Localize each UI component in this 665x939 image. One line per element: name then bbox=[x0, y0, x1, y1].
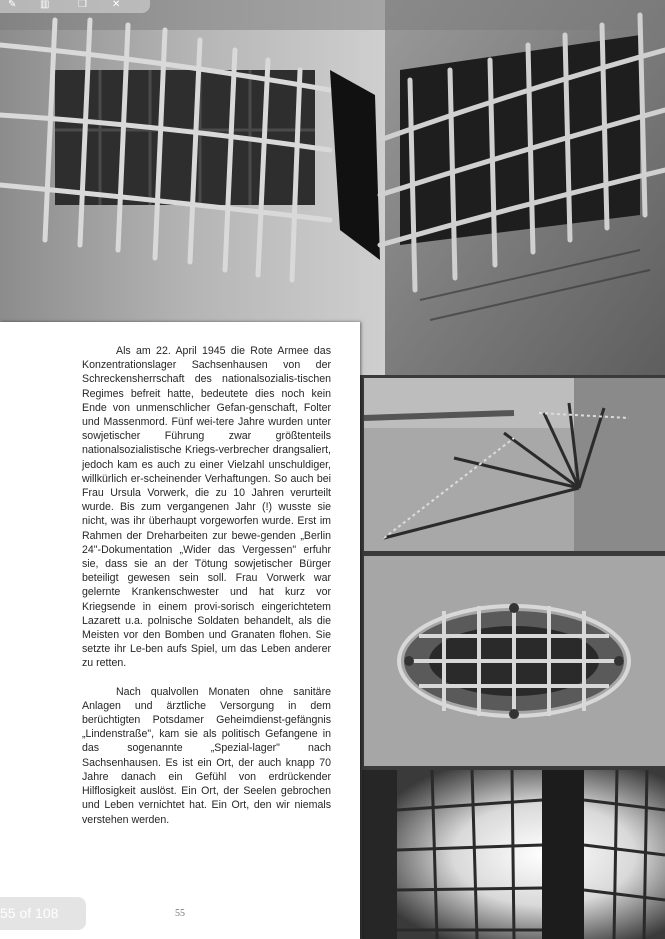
page-counter[interactable]: 55 of 108 bbox=[0, 897, 86, 930]
photo-window-light bbox=[362, 770, 665, 939]
text-page bbox=[0, 322, 360, 939]
close-icon[interactable]: ✕ bbox=[112, 0, 121, 10]
photo-barbed-spikes bbox=[364, 378, 665, 551]
book-icon[interactable]: ▥ bbox=[40, 0, 50, 10]
viewer-toolbar bbox=[0, 0, 150, 13]
copy-icon[interactable]: ❐ bbox=[78, 0, 87, 10]
photo-barred-windows bbox=[0, 0, 665, 375]
article-paragraph: Nach qualvollen Monaten ohne sanitäre Anlagen und ärztliche Versorgung in dem berüchtigten Potsdamer Geheimdienst-gefängnis „Lindenstraße", kam sie als politisch Gefangene in das sogenannte „Spezial-lager" nach Sachsenhausen. Es ist ein Ort, der auch knapp 70 Jahre danach ein Gefühl von erdrückender Hilflosigkeit auslöst. Ein Ort, der Seelen gebrochen und Leben vernichtet hat. Ein Ort, den wir niemals verstehen werden. bbox=[82, 685, 331, 826]
article-body bbox=[82, 344, 331, 841]
pencil-icon[interactable]: ✎ bbox=[8, 0, 17, 10]
page-number: 55 bbox=[175, 908, 185, 919]
photo-caged-lamp bbox=[364, 556, 665, 766]
article-paragraph: Als am 22. April 1945 die Rote Armee das Konzentrationslager Sachsenhausen von der Schreckensherrschaft des nationalsozialis-tischen Regimes befreit hatte, bedeutete dies noch kein Ende von unmenschlicher Gefan-genschaft, Folter und Massenmord. Fünf wei-tere Jahre wurden unter sowjetischer Führung zwar größtenteils nationalsozialistische Kriegs-verbrecher drangsaliert, jedoch kam es auch zu einer Vielzahl unschuldiger, willkürlich er-scheinender Verhaftungen. So auch bei Frau Ursula Vorwerk, die zu 10 Jahren verurteilt wurde. Bis zum vergangenen Jahr (!) wusste sie nicht, was ihr überhaupt vorgeworfen wurde. Erst im Rahmen der Dreharbeiten zur bewe-genden „Berlin 24"-Dokumentation „Wider das Vergessen" erfuhr sie, dass sie an der Tötung sowjetischer Bürger beteiligt gewesen sein soll. Frau Vorwerk war gelernte Krankenschwester und hat kurz vor Kriegsende in einem provi-sorisch eingerichtetem Lazarett u.a. polnische Soldaten behandelt, als die Meisten vor den Bomben und Granaten flohen. Sie setzte ihr Le-ben aufs Spiel, um das Leben anderer zu retten. bbox=[82, 345, 331, 670]
